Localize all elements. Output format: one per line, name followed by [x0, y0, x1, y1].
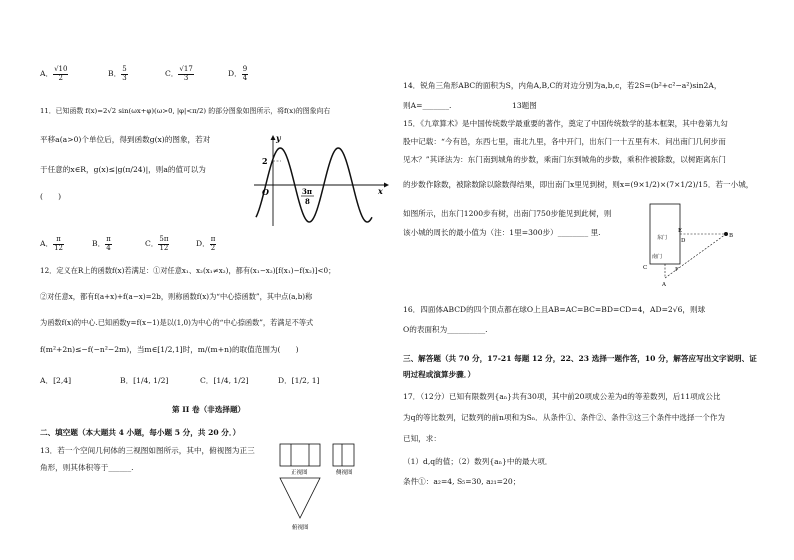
- q11-blank: ( ): [40, 192, 62, 201]
- x-axis-arrow: [384, 183, 389, 188]
- label-e: E: [678, 228, 683, 234]
- q11-line-3: 于任意的x∈R，g(x)≤|g(π/24)|，则a的值可以为: [40, 165, 206, 174]
- q12-line-3: 为函数f(x)的中心.已知函数y=f(x−1)是以(1,0)为中心的“中心捺函数”，若满足不等式: [40, 318, 314, 327]
- q12-line-1: 12．定义在R上的函数f(x)若满足：①对任意x₁、x₂(x₁≠x₂)，都有(x₁−x₂)[f(x₁)−f(x₂)]<0；: [40, 266, 336, 275]
- q15-line-2: 股中记载：“今有邑，东西七里，南北九里，各中开门，出东门一十五里有木．问出南门几何步而: [403, 137, 726, 146]
- q11-option-d: D． $\frac{\pi}{2}$: [196, 235, 216, 252]
- part-two-title: 第 II 卷（非选择题）: [172, 405, 246, 414]
- q10-option-a: A． $\frac{√10}{2}$: [40, 65, 68, 82]
- section-three-line-2: 明过程或演算步骤．）: [403, 370, 476, 379]
- q13-three-views: [276, 440, 366, 535]
- q14-line-2: 则A=_______.: [403, 101, 452, 110]
- q11-sine-graph: [250, 132, 390, 230]
- q17-line-3: 已知，求：: [403, 434, 441, 443]
- q14-figure-caption: 13题图: [512, 101, 537, 110]
- label-b: B: [729, 233, 734, 239]
- y-tick-label: 2: [262, 156, 268, 166]
- x-axis-label: x: [378, 186, 383, 196]
- origin-label: O: [262, 187, 269, 197]
- q10-option-b: B． $\frac{5}{3}$: [108, 65, 127, 82]
- q11-line-2: 平移a(a>0)个单位后，得到函数g(x)的图象，若对: [40, 135, 211, 144]
- q13-line-2: 角形，则其体积等于______.: [40, 463, 134, 472]
- section-three-line-1: 三、解答题（共 70 分，17-21 每题 12 分，22、23 选择一题作答，10 分，解答应写出文字说明、证: [403, 354, 757, 363]
- label-f: F: [675, 267, 679, 273]
- q11-option-a: A． $\frac{\pi}{12}$: [40, 235, 63, 252]
- q12-option-b: B．[1/4, 1/2]: [120, 376, 169, 385]
- q15-city-diagram: [638, 196, 744, 288]
- q15-line-3: 见木？”其译法为：东门南到城角的步数，乘南门东到城角的步数，乘积作被除数，以树距离东门: [403, 155, 726, 164]
- q11-option-b: B． $\frac{\pi}{4}$: [92, 235, 111, 252]
- top-view: [280, 478, 320, 518]
- q17-line-4: （1）d,q的值；（2）数列{aₙ}中的最大项．: [403, 457, 553, 466]
- top-view-label: 俯视图: [292, 525, 309, 531]
- q15-line-6: 该小城的周长的最小值为（注：1里=300步）________ 里.: [403, 228, 601, 237]
- front-view: [280, 444, 320, 466]
- q17-line-1: 17．（12分）已知有限数列{aₙ}共有30项，其中前20项成公差为d的等差数列，后11项成公比: [403, 392, 721, 401]
- label-d: D: [681, 238, 686, 244]
- q17-line-2: 为q的等比数列，记数列的前n项和为Sₙ．从条件①、条件②、条件③这三个条件中选择一个作为: [403, 413, 725, 422]
- q15-line-5: 如图所示，出东门1200步有树，出南门750步能见到此树，则: [403, 209, 612, 218]
- y-axis-label: y: [276, 133, 281, 143]
- q14-line-1: 14．锐角三角形ABC的面积为S，内角A,B,C的对边分别为a,b,c，若2S=(b²+c²−a²)sin2A，: [403, 81, 722, 90]
- q11-line-1: 11．已知函数 f(x)=2√2 sin(ωx+φ)(ω>0, |φ|<π/2) 的部分图象如图所示，将f(x)的图象向右: [40, 107, 331, 115]
- q12-line-4: f(m²+2n)≤−f(−n²−2m)，当m∈[1/2,1]时，m/(m+n)的取值范围为( ): [40, 345, 299, 354]
- q13-line-1: 13．若一个空间几何体的三视图如图所示，其中，俯视图为正三: [40, 446, 255, 455]
- side-view: [333, 444, 354, 466]
- q17-line-5: 条件①：a₂=4, S₅=30, a₂₁=20；: [403, 477, 521, 486]
- side-view-label: 侧视图: [336, 470, 353, 476]
- q10-option-c: C． $\frac{√17}{3}$: [165, 65, 193, 82]
- label-a: A: [662, 282, 666, 288]
- label-south-gate: 南门: [652, 254, 663, 260]
- label-c: C: [643, 265, 648, 271]
- q12-option-c: C．[1/4, 1/2]: [200, 376, 249, 385]
- x-tick-num: 3π: [302, 187, 312, 196]
- q11-option-c: C． $\frac{5\pi}{12}$: [145, 235, 169, 252]
- x-tick-den: 8: [305, 197, 310, 206]
- q15-line-1: 15．《九章算术》是中国传统数学最重要的著作，奠定了中国传统数学的基本框架，其中卷第九勾: [403, 119, 728, 128]
- q12-line-2: ②对任意x，都有f(a+x)+f(a−x)=2b，则称函数f(x)为“中心捺函数”，其中点(a,b)称: [40, 292, 313, 301]
- q15-line-4: 的步数作除数，被除数除以除数得结果，即出南门x里见到树，则x=(9×1/2)×(7×1/2)/15．若一小城，: [403, 180, 754, 189]
- q16-line-2: O的表面积为__________.: [403, 325, 488, 334]
- front-view-label: 正视图: [291, 470, 308, 476]
- q16-line-1: 16．四面体ABCD的四个顶点都在球O上且AB=AC=BC=BD=CD=4，AD=2√6，则球: [403, 305, 706, 314]
- y-axis-arrow: [271, 135, 276, 140]
- label-east-gate: 东门: [657, 235, 668, 241]
- q12-option-a: A．[2,4]: [40, 376, 72, 385]
- section-two-heading: 二、填空题（本大题共 4 小题，每小题 5 分，共 20 分．）: [40, 428, 241, 437]
- tree-point: [724, 232, 728, 236]
- q10-option-d: D． $\frac{9}{4}$: [228, 65, 248, 82]
- q12-option-d: D．[1/2, 1]: [278, 376, 320, 385]
